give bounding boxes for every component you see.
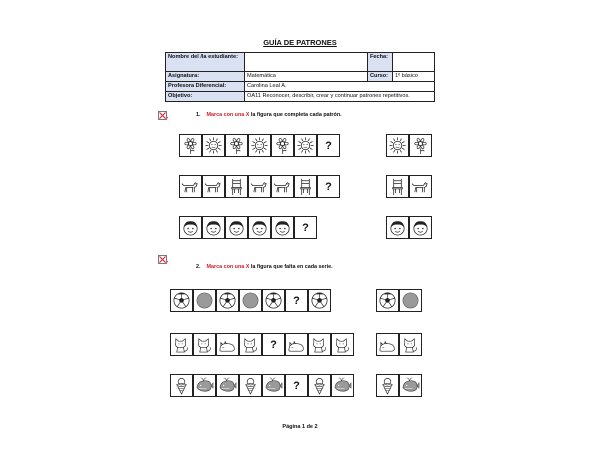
date-label: Fecha: (368, 53, 393, 72)
soccer-ball-icon (264, 291, 283, 310)
cat-sleeping-icon (287, 335, 306, 354)
whale-icon-cell (216, 374, 239, 397)
soccer-ball-icon (378, 291, 397, 310)
dog-icon (273, 177, 292, 196)
cat-icon-cell (170, 333, 193, 356)
cat-sleeping-icon (378, 335, 397, 354)
grade-label: Curso: (368, 72, 393, 82)
pattern-row (179, 134, 340, 157)
date-field[interactable] (393, 53, 435, 72)
answer-option[interactable] (386, 216, 409, 239)
whale-icon-cell (331, 374, 354, 397)
boy-face-icon (204, 218, 223, 237)
whale-icon (218, 376, 237, 395)
dog-icon (250, 177, 269, 196)
chair-icon-cell (225, 175, 248, 198)
whale-icon (333, 376, 352, 395)
answer-options (376, 374, 422, 397)
page-footer: Página 1 de 2 (282, 424, 318, 430)
gray-ball-icon (195, 291, 214, 310)
mark-x-icon (158, 111, 169, 122)
boy-face-icon (250, 218, 269, 237)
answer-options (386, 216, 432, 239)
answer-options (376, 289, 422, 312)
sun-icon (296, 136, 315, 155)
ice-cream-icon-cell (239, 374, 262, 397)
instruction-2: 2. Marca con una X la figura que falta en cada serie. (196, 264, 333, 270)
boy-face-icon (411, 218, 430, 237)
gray-ball-icon (401, 291, 420, 310)
flower-icon (273, 136, 292, 155)
question-mark-cell: ? (285, 374, 308, 397)
sun-icon-cell (248, 134, 271, 157)
answer-option[interactable] (386, 134, 409, 157)
mark-x-icon (158, 255, 169, 266)
sun-icon (250, 136, 269, 155)
pattern-row (170, 333, 354, 356)
teacher-label: Profesora Diferencial: (166, 82, 245, 92)
question-mark-cell: ? (285, 289, 308, 312)
pattern-row (170, 289, 331, 312)
ice-cream-icon-cell (170, 374, 193, 397)
cat-icon (333, 335, 352, 354)
cat-icon (172, 335, 191, 354)
sun-icon (204, 136, 223, 155)
boy-face-icon (227, 218, 246, 237)
chair-icon (388, 177, 407, 196)
page-title: GUÍA DE PATRONES (263, 38, 337, 47)
cat-icon (401, 335, 420, 354)
sun-icon (388, 136, 407, 155)
pattern-row (179, 175, 340, 198)
boy-face-icon (273, 218, 292, 237)
answer-option[interactable] (399, 333, 422, 356)
subject-label: Asignatura: (166, 72, 245, 82)
pattern-row (179, 216, 317, 239)
sun-icon-cell (202, 134, 225, 157)
cat-icon-cell (239, 333, 262, 356)
answer-option[interactable] (399, 374, 422, 397)
whale-icon-cell (193, 374, 216, 397)
boy-face-icon-cell (248, 216, 271, 239)
boy-face-icon-cell (179, 216, 202, 239)
boy-face-icon (181, 218, 200, 237)
answer-option[interactable] (376, 374, 399, 397)
student-field[interactable] (245, 53, 368, 72)
grade-value: 1º básico (393, 72, 435, 82)
dog-icon-cell (179, 175, 202, 198)
gray-ball-icon-cell (239, 289, 262, 312)
flower-icon-cell (179, 134, 202, 157)
soccer-ball-icon-cell (308, 289, 331, 312)
cat-sleeping-icon (218, 335, 237, 354)
boy-face-icon (388, 218, 407, 237)
gray-ball-icon-cell (193, 289, 216, 312)
soccer-ball-icon-cell (216, 289, 239, 312)
cat-sleeping-icon-cell (285, 333, 308, 356)
flower-icon-cell (225, 134, 248, 157)
dog-icon (204, 177, 223, 196)
instruction-1: 1. Marca con una X la figura que completa cada patrón. (196, 112, 342, 118)
answer-options (386, 175, 432, 198)
student-info-table (165, 52, 435, 102)
teacher-value: Carolina Leal A. (245, 82, 435, 92)
sun-icon-cell (294, 134, 317, 157)
flower-icon (181, 136, 200, 155)
answer-option[interactable] (376, 333, 399, 356)
dog-icon-cell (202, 175, 225, 198)
whale-icon (264, 376, 283, 395)
student-label: Nombre del /la estudiante: (166, 53, 245, 72)
question-mark-cell: ? (317, 175, 340, 198)
answer-option[interactable] (409, 216, 432, 239)
subject-value: Matemática (245, 72, 368, 82)
dog-icon (411, 177, 430, 196)
answer-option[interactable] (386, 175, 409, 198)
question-mark-cell: ? (262, 333, 285, 356)
dog-icon-cell (248, 175, 271, 198)
boy-face-icon-cell (202, 216, 225, 239)
gray-ball-icon (241, 291, 260, 310)
chair-icon-cell (294, 175, 317, 198)
soccer-ball-icon-cell (262, 289, 285, 312)
answer-option[interactable] (376, 289, 399, 312)
chair-icon (296, 177, 315, 196)
whale-icon (195, 376, 214, 395)
question-mark-cell: ? (294, 216, 317, 239)
cat-icon (241, 335, 260, 354)
soccer-ball-icon (218, 291, 237, 310)
answer-option[interactable] (409, 134, 432, 157)
ice-cream-icon (378, 376, 397, 395)
soccer-ball-icon-cell (170, 289, 193, 312)
ice-cream-icon-cell (308, 374, 331, 397)
cat-icon-cell (193, 333, 216, 356)
answer-option[interactable] (399, 289, 422, 312)
answer-options (376, 333, 422, 356)
cat-icon (195, 335, 214, 354)
boy-face-icon-cell (271, 216, 294, 239)
soccer-ball-icon (172, 291, 191, 310)
cat-icon (310, 335, 329, 354)
whale-icon (401, 376, 420, 395)
answer-option[interactable] (409, 175, 432, 198)
answer-options (386, 134, 432, 157)
ice-cream-icon (310, 376, 329, 395)
chair-icon (227, 177, 246, 196)
pattern-row (170, 374, 354, 397)
soccer-ball-icon (310, 291, 329, 310)
cat-icon-cell (331, 333, 354, 356)
objective-label: Objetivo: (166, 92, 245, 102)
cat-sleeping-icon-cell (216, 333, 239, 356)
ice-cream-icon (172, 376, 191, 395)
cat-icon-cell (308, 333, 331, 356)
flower-icon-cell (271, 134, 294, 157)
ice-cream-icon (241, 376, 260, 395)
objective-value: OA11 Reconocer, describir, crear y continuar patrones repetitivos. (245, 92, 435, 102)
boy-face-icon-cell (225, 216, 248, 239)
flower-icon (411, 136, 430, 155)
dog-icon (181, 177, 200, 196)
flower-icon (227, 136, 246, 155)
question-mark-cell: ? (317, 134, 340, 157)
whale-icon-cell (262, 374, 285, 397)
dog-icon-cell (271, 175, 294, 198)
